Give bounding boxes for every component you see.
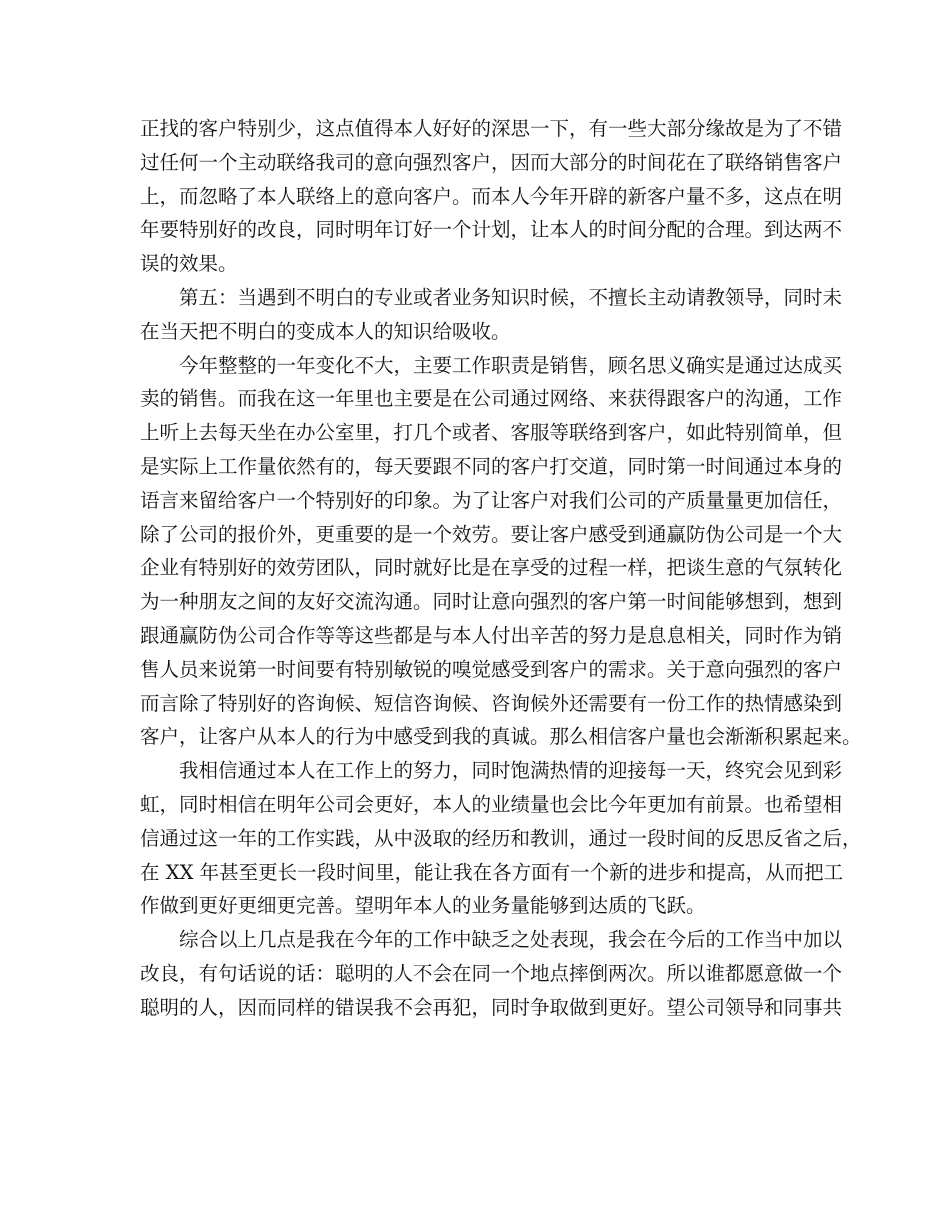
paragraph xyxy=(140,112,843,281)
text-line: 售人员来说第一时间要有特别敏锐的嗅觉感受到客户的需求。关于意向强烈的客户 xyxy=(140,657,843,681)
text-line: 为一种朋友之间的友好交流沟通。同时让意向强烈的客户第一时间能够想到，想到 xyxy=(140,590,843,614)
text-line: 在 XX 年甚至更长一段时间里，能让我在各方面有一个新的进步和提高，从而把工 xyxy=(140,860,844,884)
text-line: 上听上去每天坐在办公室里，打几个或者、客服等联络到客户，如此特别简单，但 xyxy=(140,421,843,445)
text-line: 第五：当遇到不明白的专业或者业务知识时候，不擅长主动请教领导，同时未 xyxy=(179,285,843,309)
paragraph xyxy=(140,923,843,1024)
text-line: 卖的销售。而我在这一年里也主要是在公司通过网络、来获得跟客户的沟通，工作 xyxy=(140,387,843,411)
text-line: 上，而忽略了本人联络上的意向客户。而本人今年开辟的新客户量不多，这点在明 xyxy=(140,184,843,208)
text-line: 年要特别好的改良，同时明年订好一个计划，让本人的时间分配的合理。到达两不 xyxy=(140,218,843,242)
text-line: 改良，有句话说的话：聪明的人不会在同一个地点摔倒两次。所以谁都愿意做一个 xyxy=(140,961,843,985)
text-line: 综合以上几点是我在今年的工作中缺乏之处表现，我会在今后的工作当中加以 xyxy=(179,928,843,952)
paragraph xyxy=(140,754,862,923)
text-line: 在当天把不明白的变成本人的知识给吸收。 xyxy=(140,319,511,343)
text-line: 客户，让客户从本人的行为中感受到我的真诚。那么相信客户量也会渐渐积累起来。 xyxy=(140,725,862,749)
text-line: 正找的客户特别少，这点值得本人好好的深思一下，有一些大部分缘故是为了不错 xyxy=(140,117,843,140)
text-line: 是实际上工作量依然有的，每天要跟不同的客户打交道，同时第一时间通过本身的 xyxy=(140,454,843,478)
text-line: 今年整整的一年变化不大，主要工作职责是销售，顾名思义确实是通过达成买 xyxy=(179,353,843,377)
text-line: 聪明的人，因而同样的错误我不会再犯，同时争取做到更好。望公司领导和同事共 xyxy=(140,995,843,1019)
text-line: 语言来留给客户一个特别好的印象。为了让客户对我们公司的产质量量更加信任， xyxy=(140,488,843,512)
text-line: 跟通赢防伪公司合作等等这些都是与本人付出辛苦的努力是息息相关，同时作为销 xyxy=(140,623,843,647)
paragraph xyxy=(140,349,862,755)
text-line: 而言除了特别好的咨询候、短信咨询候、咨询候外还需要有一份工作的热情感染到 xyxy=(140,691,843,715)
document-body xyxy=(140,112,862,1025)
text-line: 作做到更好更细更完善。望明年本人的业务量能够到达质的飞跃。 xyxy=(140,894,706,918)
text-line: 误的效果。 xyxy=(140,252,238,276)
text-line: 除了公司的报价外，更重要的是一个效劳。要让客户感受到通赢防伪公司是一个大 xyxy=(140,522,843,546)
paragraph xyxy=(140,281,843,349)
text-line: 我相信通过本人在工作上的努力，同时饱满热情的迎接每一天，终究会见到彩 xyxy=(179,759,843,783)
text-line: 信通过这一年的工作实践，从中汲取的经历和教训，通过一段时间的反思反省之后， xyxy=(140,826,862,850)
text-line: 企业有特别好的效劳团队，同时就好比是在享受的过程一样，把谈生意的气氛转化 xyxy=(140,556,843,580)
text-line: 过任何一个主动联络我司的意向强烈客户，因而大部分的时间花在了联络销售客户 xyxy=(140,150,843,174)
text-line: 虹，同时相信在明年公司会更好，本人的业绩量也会比今年更加有前景。也希望相 xyxy=(140,792,843,816)
